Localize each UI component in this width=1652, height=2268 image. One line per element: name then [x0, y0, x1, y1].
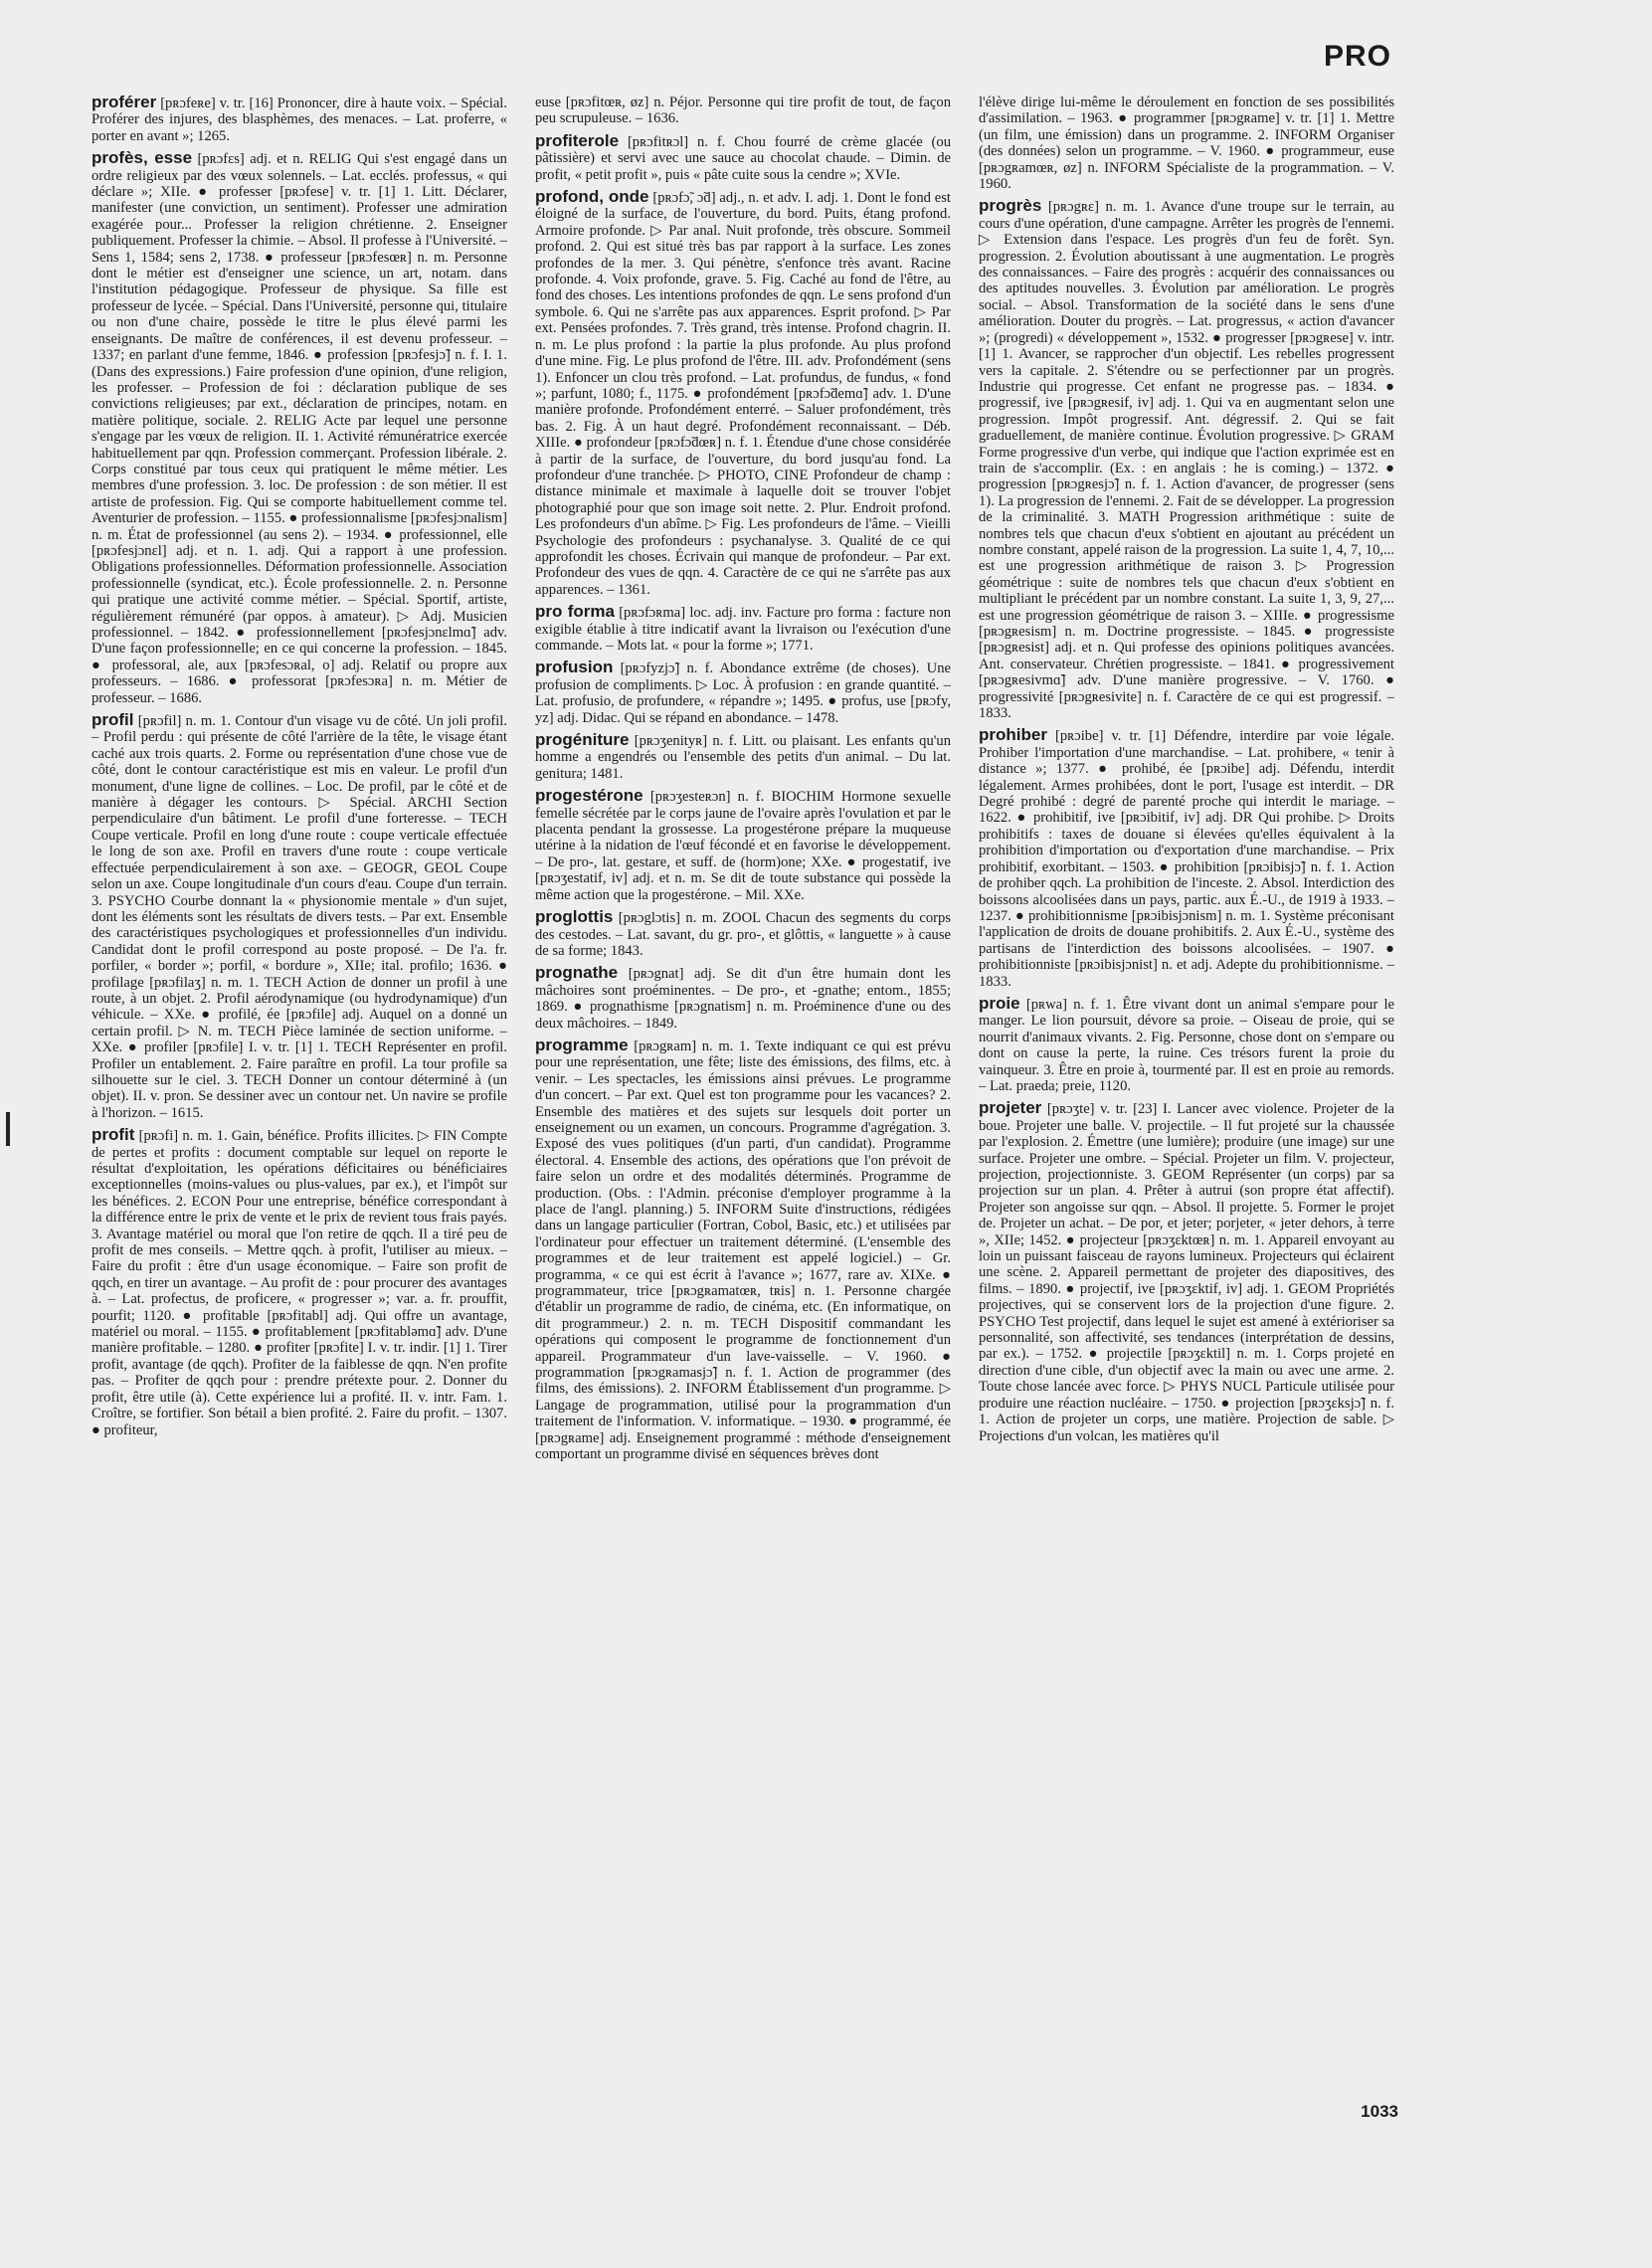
entry-definition: [pʀɔfɔʀma] loc. adj. inv. Facture pro forma : facture non exigible établie à titre indicatif avant la livraison ou l'exécution d'une commande. – Mots lat. « pour la forme »; 1771. — [535, 605, 951, 654]
entry-headword: profusion — [535, 658, 614, 677]
column-3 — [979, 94, 1394, 2084]
margin-mark — [6, 1112, 10, 1146]
entry-headword: profond, onde — [535, 187, 649, 207]
entry-headword: profit — [92, 1125, 135, 1145]
entry-definition: [pʀɔgnat] adj. Se dit d'un être humain dont les mâchoires sont proéminentes. – De pro-, et -gnathe; entom., 1855; 1869. ● prognathisme [pʀɔgnatism] n. m. Proéminence d'une ou des deux mâchoires. – 1849. — [535, 966, 951, 1032]
dictionary-entry — [535, 130, 951, 183]
dictionary-entry — [979, 94, 1394, 192]
entry-definition: [pʀɔʒenityʀ] n. f. Litt. ou plaisant. Les enfants qu'un homme a engendrés ou l'ensemble des petits d'un animal. – Du lat. genitura; 1481. — [535, 733, 951, 782]
dictionary-entry — [979, 993, 1394, 1094]
column-1 — [92, 94, 507, 2084]
dictionary-entry — [535, 965, 951, 1032]
entry-headword: proie — [979, 993, 1020, 1013]
dictionary-entry — [92, 150, 507, 706]
column-2 — [535, 94, 951, 2084]
entry-headword: profil — [92, 710, 134, 730]
dictionary-entry — [535, 788, 951, 903]
entry-definition: [pʀɔfɛs] adj. et n. RELIG Qui s'est engagé dans un ordre religieux par des vœux solennels. – Lat. ecclés. professus, « qui déclare »; XIIe. ● professer [pʀɔfese] v. tr. [1] 1. Litt. Déclarer, manifester (une conviction, un sentiment). Professer une admiration exagérée pour... Professer la religion chrétienne. 2. Enseigner publiquement. Professer la chimie. – Absol. Il professe à l'Université. – Sens 1, 1584; sens 2, 1738. ● professeur [pʀɔfesœʀ] n. m. Personne dont le métier est d'enseigner une science, un art, notam. dans l'institution pédagogique. Professeur de physique. Sa fille est professeur de lycée. – Spécial. Dans l'Université, personne qui, titulaire ou non d'une chaire, possède le titre le plus élevé parmi les enseignants. De maître de conférences, il est devenu professeur. – 1337; en parlant d'une femme, 1846. ● profession [pʀɔfesjɔ̃] n. f. I. 1. (Dans des expressions.) Faire profession d'une opinion, d'une religion, les professer. – Profession de foi : déclaration publique de ses convictions religieuses; par ext., déclaration de principes, notam. en matière politique, sociale. 2. RELIG Acte par lequel une personne s'engage par les vœux de religion. II. 1. Activité rémunératrice exercée habituellement par qqn. Profession commerçant. Profession libérale. 2. Corps constitué par tous ceux qui pratiquent le même métier. Les membres d'une profession. 3. loc. De profession : de son métier. Il est artiste de profession. Fig. Qui se comporte habituellement comme tel. Aventurier de profession. – 1155. ● professionnalisme [pʀɔfesjɔnalism] n. m. État de professionnel (au sens 2). – 1934. ● professionnel, elle [pʀɔfesjɔnɛl] adj. et n. 1. adj. Qui a rapport à une profession. Obligations professionnelles. Déformation professionnelle. Association professionnelle (syndicat, etc.). École professionnelle. 2. n. Personne qui pratique une activité comme métier. – Spécial. Sportif, artiste, régulièrement rémunéré (par oppos. à amateur). ▷ Adj. Musicien professionnel. – 1842. ● professionnellement [pʀɔfesjɔnɛlmɑ̃] adv. D'une façon professionnelle; en ce qui concerne la profession. – 1845. ● professoral, ale, aux [pʀɔfesɔʀal, o] adj. Relatif ou propre aux professeurs. – 1686. ● professorat [pʀɔfesɔʀa] n. m. Métier de professeur. – 1686. — [92, 151, 507, 706]
entry-headword: projeter — [979, 1098, 1042, 1118]
entry-headword: proférer — [92, 94, 157, 111]
running-head: PRO — [1323, 40, 1391, 73]
entry-definition: [pʀɔfitʀɔl] n. f. Chou fourré de crème glacée (ou pâtissière) et servi avec une sauce au chocolat chaude. – Dimin. de profit, « petit profit », puis « pâte cuite sous la cendre »; XVIe. — [535, 133, 951, 183]
entry-headword: progestérone — [535, 786, 643, 806]
entry-headword: prohiber — [979, 725, 1047, 745]
entry-definition: [pʀɔfeʀe] v. tr. [16] Prononcer, dire à haute voix. – Spécial. Proférer des injures, des blasphèmes, des menaces. – Lat. proferre, « porter en avant »; 1265. — [92, 95, 507, 144]
entry-definition: [pʀɔgʀɛ] n. m. 1. Avance d'une troupe sur le terrain, au cours d'une opération, d'une campagne. Arrêter les progrès de l'ennemi. ▷ Extension dans l'espace. Les progrès d'un feu de forêt. Syn. progression. 2. Évolution aboutissant à une augmentation. Le progrès des connaissances. – Faire des progrès : acquérir des connaissances ou des aptitudes nouvelles. 3. Évolution par amélioration. Le progrès social. – Absol. Transformation de la société dans le sens d'une amélioration. Douter du progrès. – Lat. progressus, « action d'avancer »; (progredi) « développement », 1532. ● progresser [pʀɔgʀese] v. intr. [1] 1. Avancer, se rapprocher d'un objectif. Les rebelles progressent vers la capitale. 2. S'étendre ou se perfectionner par un progrès. Industrie qui progresse. Cet enfant ne progresse pas. – 1834. ● progressif, ive [pʀɔgʀesif, iv] adj. 1. Qui va en augmentant selon une progression. Impôt progressif. Ant. dégressif. 2. Qui se fait graduellement, de manière continue. Évolution progressive. ▷ GRAM Forme progressive d'un verbe, qui indique que l'action exprimée est en train de s'accomplir. (Ex. : en anglais : he is coming.) – 1372. ● progression [pʀɔgʀesjɔ̃] n. f. 1. Action d'avancer, de progresser (sens 1). La progression de l'ennemi. 2. Fait de se développer. La progression de la criminalité. 3. MATH Progression arithmétique : suite de nombres tels que chacun d'eux s'obtient en ajoutant au précédent un nombre constant, appelé raison de la progression. La suite 1, 4, 7, 10,... est une progression arithmétique de raison 3. ▷ Progression géométrique : suite de nombres tels que chacun d'eux s'obtient en multipliant le précédent par un nombre constant. La suite 1, 3, 9, 27,... est une progression géométrique de raison 3. – XIIIe. ● progressisme [pʀɔgʀesism] n. m. Doctrine progressiste. – 1845. ● progressiste [pʀɔgʀesist] adj. et n. Qui professe des opinions politiques avancées. Ant. conservateur. Chrétien progressiste. – 1841. ● progressivement [pʀɔgʀesivmɑ̃] adv. D'une manière progressive. – V. 1760. ● progressivité [pʀɔgʀesivite] n. f. Caractère de ce qui est progressif. – 1833. — [979, 199, 1394, 722]
entry-definition: [pʀɔfyzjɔ̃] n. f. Abondance extrême (de choses). Une profusion de compliments. ▷ Loc. À profusion : en grande quantité. – Lat. profusio, de profundere, « répandre »; 1495. ● profus, use [pʀɔfy, yz] adj. Didac. Qui se répand en abondance. – 1478. — [535, 661, 951, 726]
dictionary-entry — [535, 732, 951, 782]
entry-headword: profès, esse — [92, 148, 193, 168]
entry-definition: [pʀɔglɔtis] n. m. ZOOL Chacun des segments du corps des cestodes. – Lat. savant, du gr. pro-, et glôttis, « languette » à cause de sa forme; 1843. — [535, 910, 951, 959]
dictionary-entry — [979, 198, 1394, 721]
text-columns — [92, 94, 1394, 2084]
entry-headword: pro forma — [535, 602, 615, 622]
entry-headword: progéniture — [535, 730, 630, 750]
entry-definition: [pʀɔgʀam] n. m. 1. Texte indiquant ce qui est prévu pour une représentation, une fête; liste des émissions, des films, etc. à venir. – Les spectacles, les émissions ainsi prévues. Le programme d'un concert. – Par ext. Quel est ton programme pour les vacances? 2. Ensemble des matières et des sujets sur lesquels doit porter un enseignement ou un examen, un concours. Programme d'agrégation. 3. Exposé des vues politiques (d'un parti, d'un candidat). Programme électoral. 4. Ensemble des actions, des opérations que l'on prévoit de faire selon un ordre et des modalités déterminés. Programme de production. (Obs. : l'Admin. préconise d'employer programme à la place de l'angl. planning.) 5. INFORM Suite d'instructions, rédigées dans un langage particulier (Fortran, Cobol, Basic, etc.) et utilisées par l'ordinateur pour effectuer un traitement déterminé. (L'ensemble des programmes et de leur traitement est appelé logiciel.) – Gr. programma, « ce qui est écrit à l'avance »; 1677, rare av. XIXe. ● programmateur, trice [pʀɔgʀamatœʀ, tʀis] n. 1. Personne chargée d'établir un programme de radio, de cinéma, etc. (En informatique, on dit programmeur.) 2. n. m. TECH Dispositif commandant les opérations qui composent le programme de fonctionnement d'un appareil. Programmateur d'un lave-vaisselle. – V. 1960. ● programmation [pʀɔgʀamasjɔ̃] n. f. 1. Action de programmer (des films, des émissions). 2. INFORM Établissement d'un programme. ▷ Langage de programmation, utilisé pour la programmation d'un traitement de l'information. V. informatique. – 1930. ● programmé, ée [pʀɔgʀame] adj. Enseignement programmé : méthode d'enseignement comportant un programme divisé en séquences brèves dont — [535, 1038, 951, 1463]
dictionary-entry — [535, 660, 951, 726]
entry-headword: proglottis — [535, 907, 614, 927]
entry-headword: progrès — [979, 196, 1042, 216]
dictionary-entry — [92, 1127, 507, 1438]
entry-definition: euse [pʀɔfitœʀ, øz] n. Péjor. Personne qui tire profit de tout, de façon peu scrupuleuse. – 1636. — [535, 94, 951, 127]
dictionary-entry — [535, 94, 951, 127]
entry-definition: [pʀɔʒesteʀɔn] n. f. BIOCHIM Hormone sexuelle femelle sécrétée par le corps jaune de l'ovaire après l'ovulation et par le placenta pendant la grossesse. La progestérone prépare la muqueuse utérine à la nidation de l'œuf fécondé et en favorise le développement. – De pro-, lat. gestare, et suff. de (horm)one; XXe. ● progestatif, ive [pʀɔʒestatif, iv] adj. et n. m. Se dit de toute substance qui possède la même action que la progestérone. – Mil. XXe. — [535, 789, 951, 903]
dictionary-entry — [979, 727, 1394, 990]
page-header — [0, 24, 1652, 84]
entry-definition: [pʀɔfɔ̃, ɔ̃d] adj., n. et adv. I. adj. 1. Dont le fond est éloigné de la surface, de l'ouverture, du bord. Puits, étang profond. Armoire profonde. ▷ Par anal. Nuit profonde, très obscure. Sommeil profond. 2. Qui est situé très bas par rapport à la surface. Les zones profondes de la mer. 3. Qui pénètre, s'enfonce très avant. Racine profonde. 4. Voix profonde, grave. 5. Fig. Caché au fond de l'être, au fond des choses. Les intentions profondes de qqn. Le sens profond d'un symbole. 6. Qui ne s'arrête pas aux apparences. Esprit profond. ▷ Par ext. Pensées profondes. 7. Très grand, très intense. Profond chagrin. II. n. m. Le plus profond : la partie la plus profonde. Au plus profond d'une mine. Fig. Le plus profond de l'être. III. adv. Profondément (sens 1). Enfoncer un clou très profond. – Lat. profundus, de fundus, « fond »; parfunt, 1080; f., 1175. ● profondément [pʀɔfɔ̃demɑ̃] adv. 1. D'une manière profonde. Profondément enterré. – Saluer profondément, très bas. 2. Fig. À un haut degré. Profondément reconnaissant. – Déb. XIIIe. ● profondeur [pʀɔfɔ̃dœʀ] n. f. 1. Étendue d'une chose considérée à partir de la surface, de l'ouverture, du bord jusqu'au fond. La profondeur d'une tranchée. ▷ PHOTO, CINE Profondeur de champ : distance minimale et maximale à laquelle doit se trouver l'objet photographié pour que son image soit nette. 2. Plur. Endroit profond. Les profondeurs d'un abîme. ▷ Fig. Les profondeurs de l'âme. – Vieilli Psychologie des profondeurs : psychanalyse. 3. Qualité de ce qui approfondit les choses. Écrivain qui manque de profondeur. – Par ext. Profondeur des vues de qqn. 4. Caractère de ce qui ne s'arrête pas aux apparences. – 1361. — [535, 190, 951, 598]
dictionary-entry — [535, 604, 951, 654]
dictionary-entry — [92, 712, 507, 1121]
entry-definition: [pʀɔʒte] v. tr. [23] I. Lancer avec violence. Projeter de la boue. Projeter une balle. V. projectile. – Il fut projeté sur la chaussée par l'explosion. 2. Émettre (une lumière); produire (une image) sur une surface. Projeter une ombre. – Spécial. Projeter un film. V. projecteur, projection, projectionniste. 3. GEOM Représenter (un corps) par sa projection sur un plan. 4. Prêter à autrui (son propre état affectif). Projeter son angoisse sur qqn. – Absol. Il projette. 5. Former le projet de. Projeter un achat. – De por, et jeter; porjeter, « jeter dehors, à terre », XIIe; 1452. ● projecteur [pʀɔʒɛktœʀ] n. m. 1. Appareil envoyant au loin un puissant faisceau de rayons lumineux. Projecteurs qui éclairent une scène. 2. Appareil permettant de projeter des diapositives, des films. – 1890. ● projectif, ive [pʀɔʒɛktif, iv] adj. 1. GEOM Propriétés projectives, qui se conservent lors de la projection d'une figure. 2. PSYCHO Test projectif, dans lequel le sujet est amené à extérioriser sa personnalité, son affectivité, ses tendances (interprétation de dessins, par ex.). – 1752. ● projectile [pʀɔʒɛktil] n. m. 1. Corps projeté en direction d'une cible, d'un objectif avec la main ou avec une arme. 2. Toute chose lancée avec force. ▷ PHYS NUCL Particule utilisée pour produire une réaction nucléaire. – 1750. ● projection [pʀɔʒɛksjɔ̃] n. f. 1. Action de projeter un corps, une matière. Projection de sable. ▷ Projections d'un volcan, les matières qu'il — [979, 1101, 1394, 1444]
entry-definition: [pʀwa] n. f. 1. Être vivant dont un animal s'empare pour le manger. Le lion poursuit, dévore sa proie. – Oiseau de proie, qui se nourrit d'animaux vivants. 2. Fig. Personne, chose dont on s'empare ou dont on cause la perte, la ruine. Ces trésors furent la proie du vainqueur. 3. Être en proie à, tourmenté par. Il est en proie au remords. – Lat. praeda; preie, 1120. — [979, 996, 1394, 1094]
entry-definition: l'élève dirige lui-même le déroulement en fonction de ses possibilités d'assimilation. – 1963. ● programmer [pʀɔgʀame] v. tr. [1] 1. Mettre (un film, une émission) dans un programme. 2. INFORM Organiser (des données) selon un programme. – V. 1960. ● programmeur, euse [pʀɔgʀamœʀ, øz] n. INFORM Spécialiste de la programmation. – V. 1960. — [979, 94, 1394, 193]
dictionary-entry — [979, 1100, 1394, 1444]
entry-headword: prognathe — [535, 963, 619, 983]
dictionary-entry — [535, 909, 951, 959]
dictionary-entry — [535, 1035, 951, 1463]
entry-headword: programme — [535, 1035, 629, 1054]
entry-definition: [pʀɔfil] n. m. 1. Contour d'un visage vu de côté. Un joli profil. – Profil perdu : qui présente de côté l'arrière de la tête, le visage étant caché aux trois quarts. 2. Forme ou représentation d'une chose vue de côté, dont le contour caractéristique est mis en valeur. Le profil d'un monument, d'une ligne de collines. – Loc. De profil, par le côté et de manière à dégager les contours. ▷ Spécial. ARCHI Section perpendiculaire d'un bâtiment. Le profil d'une forteresse. – TECH Coupe verticale. Profil en long d'une route : coupe verticale effectuée le long de son axe. Profil en travers d'une route : coupe verticale effectuée perpendiculairement à son axe. – GEOGR, GEOL Coupe selon un axe. Coupe longitudinale d'un cours d'eau. Coupe d'un terrain. 3. PSYCHO Courbe donnant la « physionomie mentale » d'un sujet, dont les éléments sont les résultats de divers tests. – Par ext. Ensemble des caractéristiques psychologiques et professionnelles d'un individu. Candidat dont le profil correspond au poste proposé. – De l'a. fr. porfiler, « border »; porfil, « bordure », XIIe; ital. profilo; 1636. ● profilage [pʀɔfilaʒ] n. m. 1. TECH Action de donner un profil à une route, à un objet. 2. Profil aérodynamique (ou hydrodynamique) d'un véhicule. – XXe. ● profilé, ée [pʀɔfile] adj. Auquel on a donné un certain profil. ▷ N. m. TECH Pièce laminée de section uniforme. – XXe. ● profiler [pʀɔfile] I. v. tr. [1] 1. TECH Représenter en profil. Profiler un entablement. 2. Faire paraître en profil. La tour profile sa silhouette sur le ciel. 3. TECH Donner un contour déterminé à (un objet). II. v. pron. Se dessiner avec un contour net. Un navire se profile à l'horizon. – 1615. — [92, 713, 507, 1121]
entry-headword: profiterole — [535, 130, 620, 150]
dictionary-entry — [92, 94, 507, 144]
entry-definition: [pʀɔfi] n. m. 1. Gain, bénéfice. Profits illicites. ▷ FIN Compte de pertes et profits : document comptable sur lequel on reporte le résultat d'exploitation, les opérations déficitaires ou bénéficiaires exceptionnelles (moins-values ou plus-values, par ex.), et l'impôt sur les bénéfices. 2. ECON Pour une entreprise, bénéfice correspondant à la différence entre le prix de vente et le prix de revient tous frais payés. 3. Avantage matériel ou moral que l'on retire de qqch. Il a tiré peu de profit de mes conseils. – Mettre qqch. à profit, l'utiliser au mieux. – Faire du profit : être d'un usage économique. – Faire son profit de qqch, en tirer un avantage. – Au profit de : pour procurer des avantages à. – Lat. profectus, de proficere, « progresser »; var. a. fr. prouffit, pourfit; 1120. ● profitable [pʀɔfitabl] adj. Qui offre un avantage, matériel ou moral. – 1155. ● profitablement [pʀɔfitabləmɑ̃] adv. D'une manière profitable. – 1280. ● profiter [pʀɔfite] I. v. tr. indir. [1] 1. Tirer profit, avantage (de qqch). Profiter de la faiblesse de qqn. N'en profite pas. – Profiter de qqch pour : prendre prétexte pour. 2. Donner du profit, être utile (à). Cette expérience lui a profité. II. v. intr. Fam. 1. Croître, se fortifier. Son bétail a bien profité. 2. Faire du profit. – 1307. ● profiteur, — [92, 1128, 507, 1438]
dictionary-entry — [535, 189, 951, 598]
entry-definition: [pʀɔibe] v. tr. [1] Défendre, interdire par voie légale. Prohiber l'importation d'une marchandise. – Lat. prohibere, « tenir à distance »; 1377. ● prohibé, ée [pʀɔibe] adj. Défendu, interdit légalement. Armes prohibées, dont le port, l'usage est interdit. – DR Degré prohibé : degré de parenté proche qui interdit le mariage. – 1622. ● prohibitif, ive [pʀɔibitif, iv] adj. DR Qui prohibe. ▷ Droits prohibitifs : taxes de douane si élevées qu'elles équivalent à la prohibition d'importation ou d'exportation d'une marchandise. – Prix prohibitif, exorbitant. – 1503. ● prohibition [pʀɔibisjɔ̃] n. f. 1. Action de prohiber qqch. La prohibition de l'inceste. 2. Absol. Interdiction des boissons alcoolisées dans un pays, partic. aux É.-U., de 1919 à 1933. – 1237. ● prohibitionnisme [pʀɔibisjɔnism] n. m. 1. Système préconisant l'application de droits de douane prohibitifs. 2. Aux É.-U., système des partisans de l'interdiction des boissons alcoolisées. – 1907. ● prohibitionniste [pʀɔibisjɔnist] n. et adj. Adepte du prohibitionnisme. – 1833. — [979, 728, 1394, 990]
page-number: 1033 — [1361, 2102, 1398, 2121]
